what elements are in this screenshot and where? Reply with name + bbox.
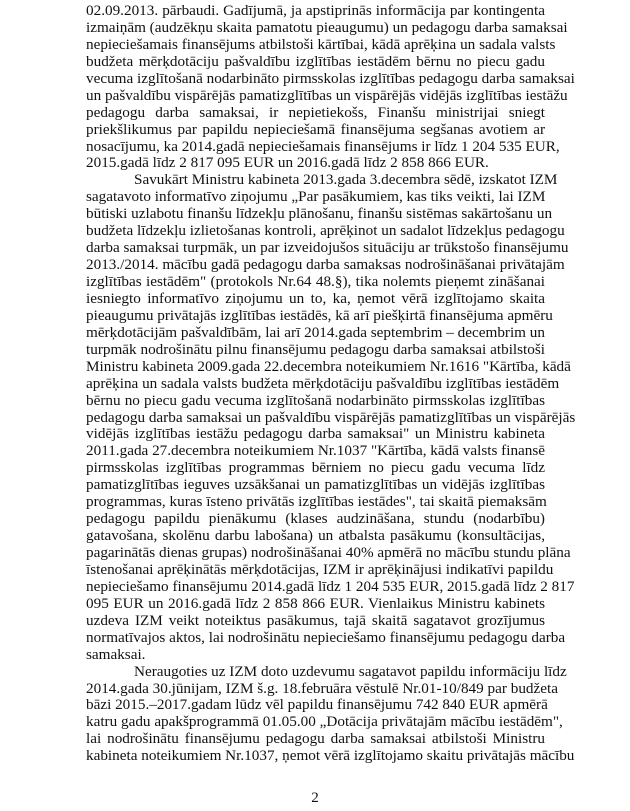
text-line: budžeta līdzekļu izlietošanas kontroli, aprēķinot un sadalot līdzekļus pedagogu	[86, 222, 565, 240]
text-line: vidējās izglītības iestāžu pedagogu darba samaksai" un Ministru kabineta	[86, 425, 545, 443]
text-line: kabineta noteikumiem Nr.1037, ņemot vērā izglītojamo skaitu privātajās mācību	[86, 747, 575, 765]
text-line: katru gadu apakšprogrammā 01.05.00 „Dotācija privātajām mācību iestādēm",	[86, 713, 563, 731]
text-line: pirmsskolas izglītības programmas bērniem no piecu gadu vecuma līdz	[86, 459, 545, 477]
text-line: bērnu no piecu gadu vecuma izglītošanā nodarbināto pirmsskolas izglītības	[86, 391, 545, 409]
text-line: 2013./2014. mācību gadā pedagogu darba samaksas nodrošināšanai privātajām	[86, 256, 565, 274]
text-line: īstenošanai aprēķinātās mērķdotācijas, IZM ir aprēķinājusi indikatīvi papildu	[86, 560, 554, 578]
text-line: bāzi 2015.–2017.gadam lūdz vēl papildu finansējumu 742 840 EUR apmērā	[86, 696, 548, 714]
text-line: pieaugumu privātajās izglītības iestādēs, kā arī piešķirtā finansējuma apmēru	[86, 306, 553, 324]
text-line: aprēķina un sadala valsts budžeta mērķdotāciju pašvaldību izglītības iestādēm	[86, 374, 560, 392]
text-line: samaksai.	[86, 645, 146, 663]
text-line: izmaiņām (audzēkņu skaita pamatotu pieaugumu) un pedagogu darba samaksai	[86, 18, 568, 36]
text-line: darba samaksai turpmāk, un par izveidojušos situāciju ar trūkstošo finansējumu	[86, 239, 569, 257]
paragraph	[86, 2, 575, 172]
text-line: programmas, kuras īsteno privātās izglītības iestādes", tai skaitā piemaksām	[86, 493, 547, 511]
paragraph	[86, 171, 576, 663]
page-number: 2	[311, 790, 319, 806]
text-line: sagatavoto informatīvo ziņojumu „Par pasākumiem, kas tiks veikti, lai IZM	[86, 188, 546, 206]
text-line: nepieciešamo finansējumu 2014.gadā līdz 1 204 535 EUR, 2015.gadā līdz 2 817	[86, 577, 575, 595]
paragraph	[86, 662, 575, 766]
text-line: lai nodrošinātu finansējumu pedagogu darba samaksai atbilstoši Ministru	[86, 730, 545, 748]
text-line: mērķdotācijām pašvaldībām, lai arī 2014.gada septembrim – decembrim un	[86, 323, 545, 341]
text-line: Savukārt Ministru kabineta 2013.gada 3.decembra sēdē, izskatot IZM	[134, 171, 558, 189]
text-line: normatīvajos aktos, lai nodrošinātu nepieciešamo finansējumu pedagogu darba	[86, 628, 566, 646]
text-line: budžeta mērķdotāciju pašvaldību izglītības iestādēm bērnu no piecu gadu	[86, 52, 545, 70]
text-line: vecuma izglītošanā nodarbināto pirmsskolas izglītības pedagogu darba samaksai	[86, 69, 575, 87]
text-line: pagarinātās dienas grupas) nodrošināšanai 40% apmērā no mācību stundu plāna	[86, 544, 571, 561]
text-line: būtiski uzlabotu finanšu līdzekļu plānošanu, finanšu sistēmas sakārtošanu un	[86, 205, 553, 223]
text-line: 2014.gada 30.jūnijam, IZM š.g. 18.februāra vēstulē Nr.01-10/849 par budžeta	[86, 679, 558, 697]
text-line: 2011.gada 27.decembra noteikumiem Nr.1037 "Kārtība, kādā valsts finansē	[86, 442, 546, 460]
text-line: nosacījumu, ka 2014.gadā nepieciešamais finansējums ir līdz 1 204 535 EUR,	[86, 137, 560, 155]
text-line: pedagogu papildu pienākumu (klases audzināšana, stundu (nodarbību)	[86, 510, 545, 528]
text-line: 2015.gadā līdz 2 817 095 EUR un 2016.gadā līdz 2 858 866 EUR.	[86, 154, 489, 172]
document-body	[86, 2, 576, 765]
text-line: Ministru kabineta 2009.gada 22.decembra noteikumiem Nr.1616 "Kārtība, kādā	[86, 357, 571, 375]
text-line: pedagogu darba samaksai, ir nepietiekošs, Finanšu ministrijai sniegt	[86, 103, 545, 121]
text-line: nepieciešamais finansējums atbilstoši kārtībai, kādā aprēķina un sadala valsts	[86, 35, 556, 53]
text-line: priekšlikumus par papildu nepieciešamā finansējuma segšanas avotiem ar	[86, 120, 545, 138]
text-line: 02.09.2013. pārbaudi. Gadījumā, ja apstiprinās informācija par kontingenta	[86, 2, 545, 19]
text-line: gatavošana, skolēnu darbu labošana) un atbalsta pasākumu (konsultācijas,	[86, 527, 545, 545]
text-line: iesniegto informatīvo ziņojumu un to, ka, ņemot vērā izglītojamo skaita	[86, 289, 545, 307]
text-line: 095 EUR un 2016.gadā līdz 2 858 866 EUR. Vienlaikus Ministru kabinets	[86, 594, 545, 612]
text-line: pamatizglītības ieguves uzsākšanai un pamatizglītības un vidējās izglītības	[86, 476, 545, 494]
text-line: uzdeva IZM veikt noteiktus pasākumus, tajā skaitā sagatavot grozījumus	[86, 611, 545, 629]
text-line: un pašvaldību vispārējās pamatizglītības un vispārējās vidējās izglītības iestāžu	[86, 86, 568, 104]
text-line: pedagogu darba samaksai un pašvaldību vispārējās pamatizglītības un vispārējās	[86, 408, 576, 426]
text-line: turpmāk nodrošinātu pilnu finansējumu pedagogu darba samaksai atbilstoši	[86, 340, 545, 358]
text-line: Neraugoties uz IZM doto uzdevumu sagatavot papildu informāciju līdz	[134, 662, 567, 680]
text-line: izglītības iestādēm" (protokols Nr.64 48.§), tika nolemts pieņemt zināšanai	[86, 273, 545, 290]
